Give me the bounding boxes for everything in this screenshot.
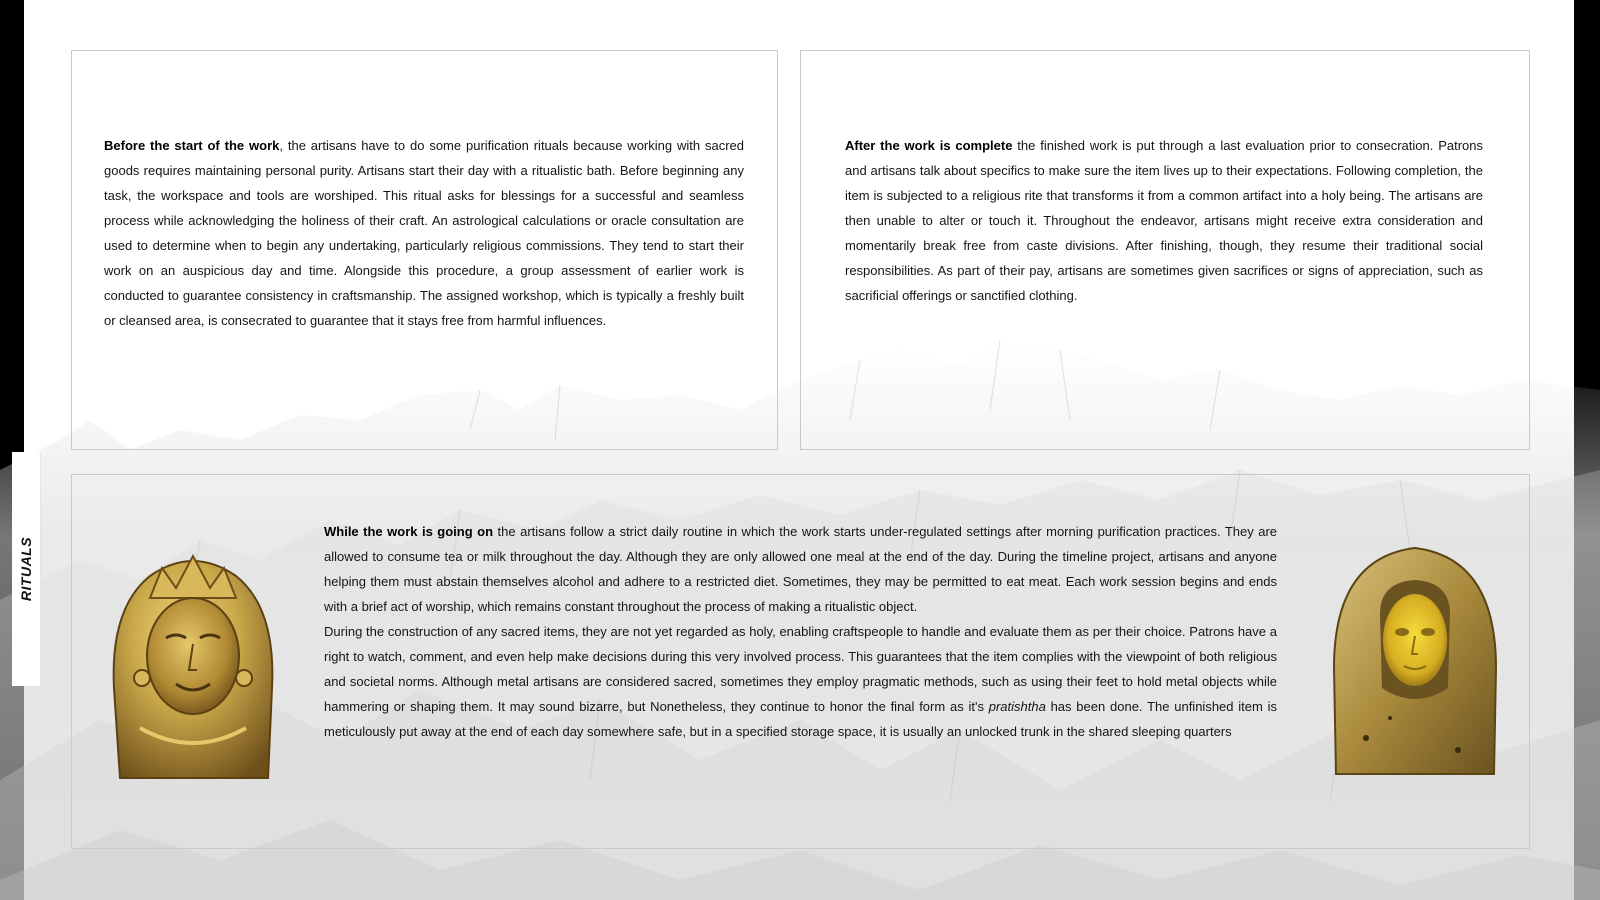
during-work-text-2a: During the construction of any sacred items, they are not yet regarded as holy, enabling craftspeople to handle and evaluate them as per their choice. Patrons have a right to watch, comment, and even help make decisions during this very involved process. This guarantees that the item complies with the viewpoint of both religious and societal norms. Although metal artisans are considered sacred, sometimes they employ pragmatic methods, such as using their feet to hold metal objects while hammering or shaping them. It may sound bizarre, but Nonetheless, they continue to honor the final form as it's — [324, 624, 1277, 714]
after-work-paragraph — [845, 133, 1483, 308]
pratishtha-term: pratishtha — [988, 699, 1046, 714]
during-work-lead: While the work is going on — [324, 524, 494, 539]
before-work-paragraph — [104, 133, 744, 333]
before-work-lead: Before the start of the work — [104, 138, 280, 153]
after-work-text: the finished work is put through a last evaluation prior to consecration. Patrons and artisans talk about specifics to make sure the item lives up to their expectations. Following completion, the item is subjected to a religious rite that transforms it from a common artifact into a holy being. The artisans are then unable to alter or touch it. Throughout the endeavor, artisans might receive extra consideration and momentarily break free from caste divisions. After finishing, though, they resume their traditional social responsibilities. As part of their pay, artisans are sometimes given sacrifices or signs of appreciation, such as sacrificial offerings or sanctified clothing. — [845, 138, 1483, 303]
during-work-text-2b: has been done. The unfinished item is meticulously put away at the end of each day somewhere safe, but in a specified storage space, it is usually an unlocked trunk in the shared sleeping quarters — [324, 699, 1277, 739]
before-work-text: , the artisans have to do some purification rituals because working with sacred goods requires maintaining personal purity. Artisans start their day with a ritualistic bath. Before beginning any task, the workspace and tools are worshiped. This ritual asks for blessings for a successful and seamless process while acknowledging the holiness of their craft. An astrological calculations or oracle consultation are used to determine when to begin any undertaking, particularly religious commissions. They tend to start their work on an auspicious day and time. Alongside this procedure, a group assessment of earlier work is conducted to guarantee consistency in craftsmanship. The assigned workshop, which is typically a freshly built or cleansed area, is consecrated to guarantee that it stays free from harmful influences. — [104, 138, 744, 328]
gilded-mask-crowned-image — [100, 538, 286, 784]
after-work-lead: After the work is complete — [845, 138, 1013, 153]
during-work-paragraph — [324, 519, 1277, 744]
during-work-para-2 — [324, 619, 1277, 744]
during-work-para-1 — [324, 519, 1277, 619]
side-tab-label: RITUALS — [18, 536, 34, 602]
during-work-text-1: the artisans follow a strict daily routine in which the work starts under-regulated settings after morning purification practices. They are allowed to consume tea or milk throughout the day. Although they are only allowed one meal at the end of the day. During the timeline project, artisans and anyone helping them must abstain themselves alcohol and adhere to a restricted diet. Sometimes, they may be permitted to eat meat. Each work session begins and ends with a brief act of worship, which remains constant throughout the process of making a ritualistic object. — [324, 524, 1277, 614]
gilded-mask-hooded-image — [1326, 538, 1504, 780]
